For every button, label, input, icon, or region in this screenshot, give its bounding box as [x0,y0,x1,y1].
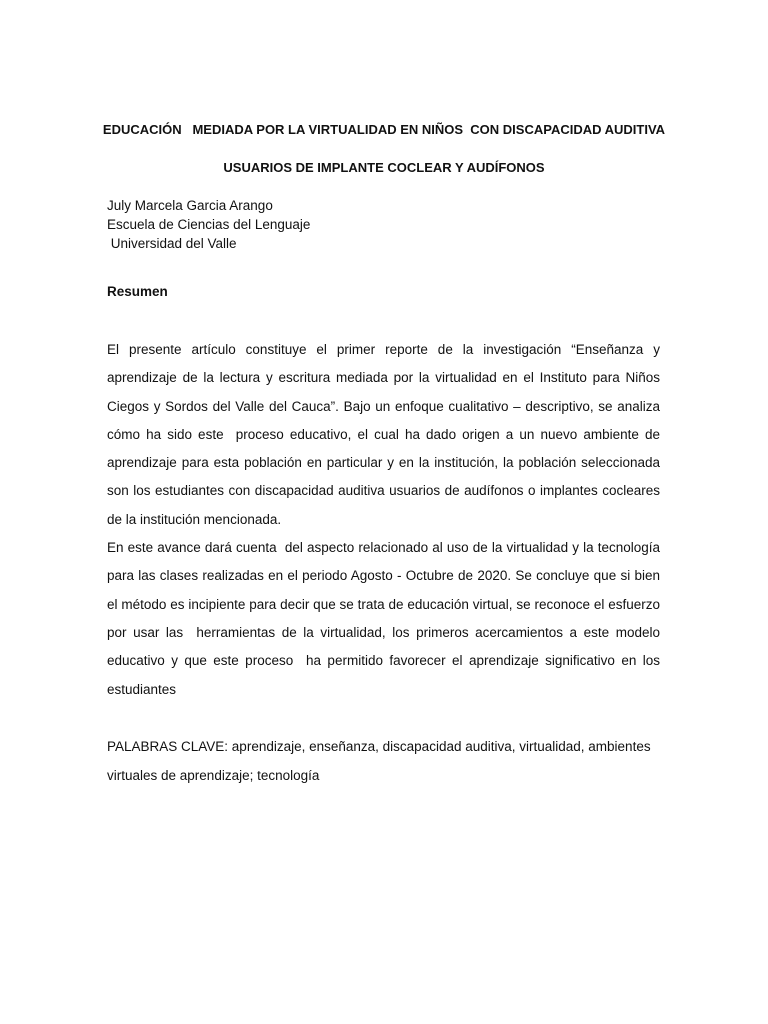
keywords-text: PALABRAS CLAVE: aprendizaje, enseñanza, discapacidad auditiva, virtualidad, ambientes virtuales de aprendizaje; tecnología [107,739,651,783]
abstract-paragraph-1: El presente artículo constituye el primer reporte de la investigación “Enseñanza y aprendizaje de la lectura y escritura mediada por la virtualidad en el Instituto para Niños Ciegos y Sordos del Valle del Cauca”. Bajo un enfoque cualitativo – descriptivo, se analiza cómo ha sido este proceso educativo, el cual ha dado origen a un nuevo ambiente de aprendizaje para esta población en particular y en la institución, la población seleccionada son los estudiantes con discapacidad auditiva usuarios de audífonos o implantes cocleares de la institución mencionada. [107,342,664,527]
article-title [100,121,668,176]
keywords-block [107,732,660,790]
author-name: July Marcela Garcia Arango [107,198,273,213]
author-block [107,196,310,253]
abstract-body [107,336,664,704]
title-line-1: EDUCACIÓN MEDIADA POR LA VIRTUALIDAD EN NIÑOS CON DISCAPACIDAD AUDITIVA [102,122,666,137]
abstract-paragraph-2: En este avance dará cuenta del aspecto relacionado al uso de la virtualidad y la tecnología para las clases realizadas en el periodo Agosto - Octubre de 2020. Se concluye que si bien el método es incipiente para decir que se trata de educación virtual, se reconoce el esfuerzo por usar las herramientas de la virtualidad, los primeros acercamientos a este modelo educativo y que este proceso ha permitido favorecer el aprendizaje significativo en los estudiantes [107,540,664,697]
title-line-2: USUARIOS DE IMPLANTE COCLEAR Y AUDÍFONOS [223,160,545,175]
affiliation-university: Universidad del Valle [107,236,237,251]
abstract-heading: Resumen [107,284,168,299]
affiliation-school: Escuela de Ciencias del Lenguaje [107,217,311,232]
